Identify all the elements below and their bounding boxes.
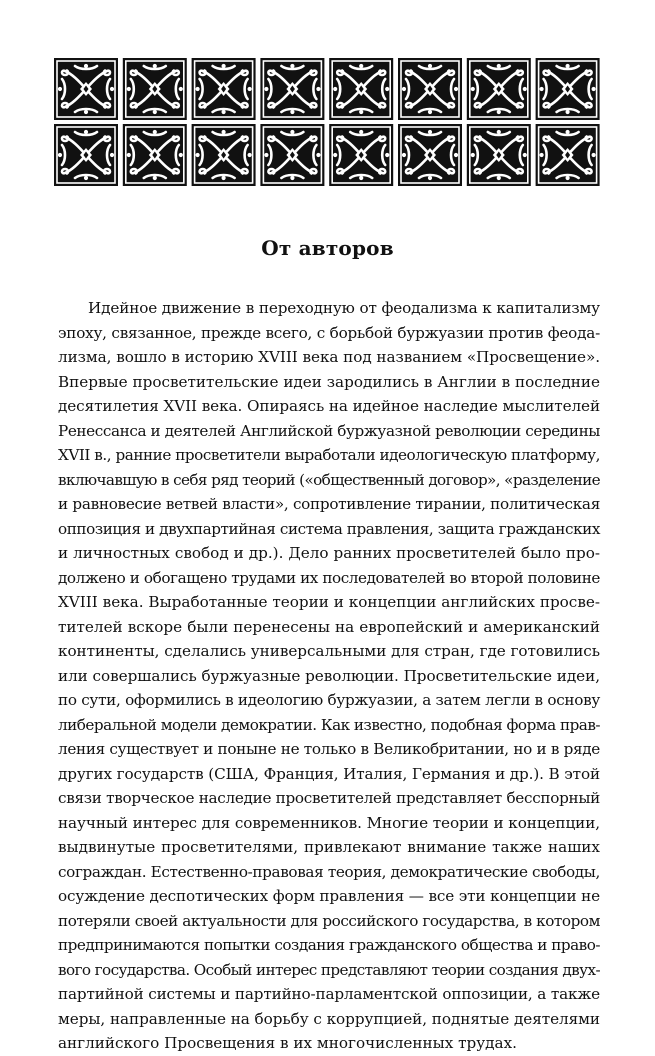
- text-line: XVIII века. Выработанные теории и концепции английских просве-: [58, 593, 600, 611]
- page-title: От авторов: [261, 236, 394, 260]
- text-line: Впервые просветительские идеи зародились в Англии в последние: [58, 372, 600, 391]
- text-line: континенты, сделались универсальными для стран, где готовились: [58, 642, 600, 660]
- text-line: и равновесие ветвей власти», сопротивление тирании, политическая: [58, 495, 600, 513]
- text-line: других государств (США, Франция, Италия, Германия и др.). В этой: [58, 764, 600, 783]
- text-line: по сути, оформились в идеологию буржуазии, а затем легли в основу: [58, 691, 600, 709]
- text-line: и личностных свобод и др.). Дело ранних просветителей было про-: [58, 544, 600, 562]
- text-line: потеряли своей актуальности для российского государства, в котором: [58, 911, 600, 930]
- text-line: должено и обогащено трудами их последователей во второй половине: [58, 568, 600, 587]
- text-line: английского Просвещения в их многочисленных трудах.: [58, 1034, 517, 1052]
- text-line: ления существует и поныне не только в Великобритании, но и в ряде: [58, 740, 600, 758]
- text-line: сограждан. Естественно-правовая теория, демократические свободы,: [58, 862, 600, 881]
- text-line: Идейное движение в переходную от феодализма к капитализму: [88, 299, 600, 317]
- text-line: включавшую в себя ряд теорий («общественный договор», «разделение: [58, 470, 600, 489]
- ornamental-tile-border-icon: [54, 57, 602, 187]
- text-line: лизма, вошло в историю XVIII века под названием «Просвещение».: [58, 348, 600, 366]
- text-line: либеральной модели демократии. Как известно, подобная форма прав-: [58, 715, 600, 734]
- text-line: вого государства. Особый интерес представляют теории создания двух-: [58, 960, 601, 979]
- text-line: меры, направленные на борьбу с коррупцией, поднятые деятелями: [58, 1009, 600, 1028]
- text-line: XVII в., ранние просветители выработали идеологическую платформу,: [58, 446, 600, 464]
- ornament-row-top: [54, 58, 600, 120]
- text-line: связи творческое наследие просветителей представляет бесспорный: [58, 789, 600, 807]
- body-paragraph: [58, 296, 600, 1056]
- ornament-row-bottom: [54, 124, 600, 186]
- text-line: научный интерес для современников. Многие теории и концепции,: [58, 813, 600, 832]
- text-line: эпоху, связанное, прежде всего, с борьбой буржуазии против феода-: [58, 323, 600, 342]
- text-line: оппозиция и двухпартийная система правления, защита гражданских: [58, 519, 600, 538]
- text-line: предпринимаются попытки создания гражданского общества и право-: [58, 936, 600, 954]
- text-line: тителей вскоре были перенесены на европейский и американский: [58, 617, 600, 636]
- text-line: или совершались буржуазные революции. Просветительские идеи,: [58, 666, 600, 685]
- text-line: Ренессанса и деятелей Английской буржуазной революции середины: [58, 421, 600, 440]
- text-line: осуждение деспотических форм правления — все эти концепции не: [58, 887, 600, 905]
- text-line: партийной системы и партийно-парламентской оппозиции, а также: [58, 985, 600, 1003]
- text-line: десятилетия XVII века. Опираясь на идейное наследие мыслителей: [58, 397, 600, 415]
- text-line: выдвинутые просветителями, привлекают внимание также наших: [58, 838, 600, 856]
